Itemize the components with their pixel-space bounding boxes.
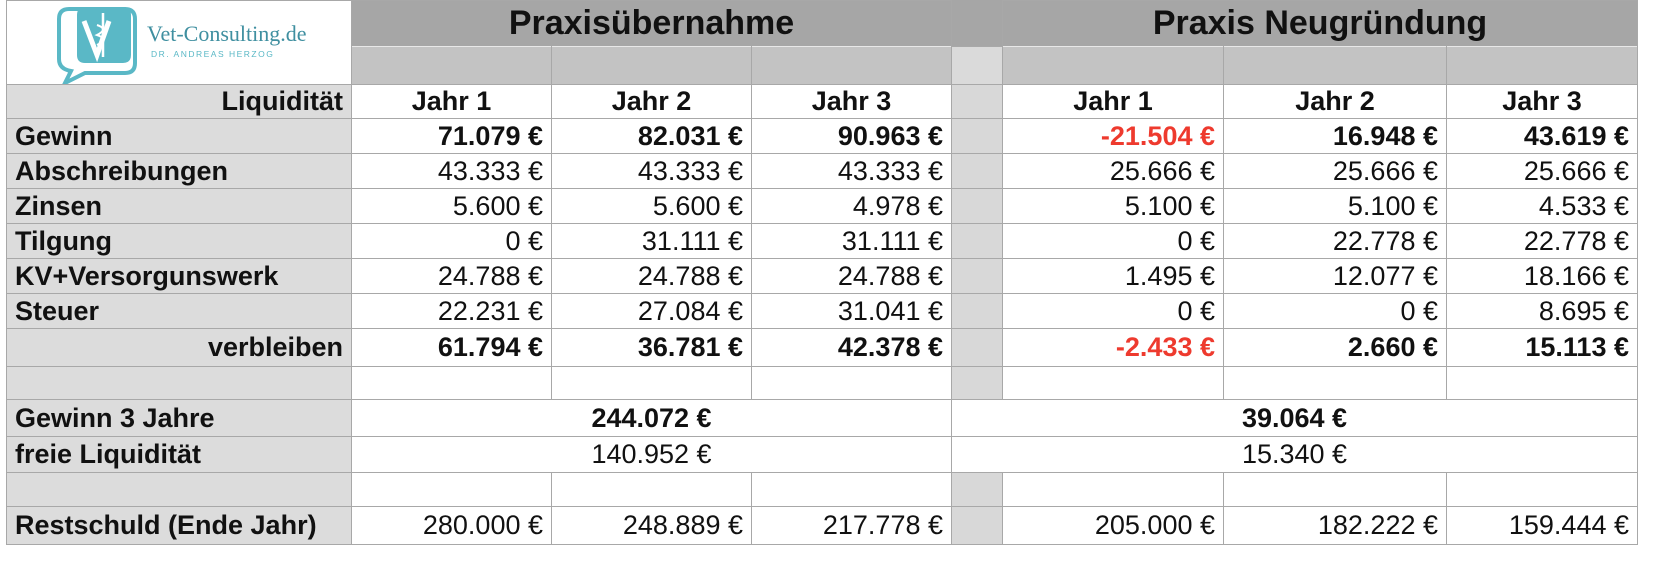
sub-cell <box>352 47 552 85</box>
table-row <box>7 154 1638 189</box>
empty-cell <box>1003 473 1224 507</box>
spacer-cell <box>952 224 1003 259</box>
value-cell: 0 € <box>1003 294 1224 329</box>
value-cell: 18.166 € <box>1447 259 1638 294</box>
logo-subtitle: DR. ANDREAS HERZOG <box>151 49 275 59</box>
value-cell: 43.333 € <box>752 154 952 189</box>
empty-cell <box>352 367 552 400</box>
value-cell: 25.666 € <box>1447 154 1638 189</box>
row-label: Zinsen <box>7 189 352 224</box>
value-cell: 82.031 € <box>552 119 752 154</box>
value-cell: -21.504 € <box>1003 119 1224 154</box>
value-cell: 24.788 € <box>752 259 952 294</box>
value-cell: 8.695 € <box>1447 294 1638 329</box>
summary-value: 140.952 € <box>352 437 952 473</box>
value-cell: 71.079 € <box>352 119 552 154</box>
value-cell: 36.781 € <box>552 329 752 367</box>
logo-title: Vet-Consulting.de <box>147 21 307 46</box>
table-row <box>7 259 1638 294</box>
value-cell: 22.778 € <box>1224 224 1447 259</box>
value-cell: 248.889 € <box>552 507 752 545</box>
value-cell: 0 € <box>352 224 552 259</box>
value-cell: 205.000 € <box>1003 507 1224 545</box>
sub-cell <box>1003 47 1224 85</box>
year-header: Jahr 1 <box>1003 85 1224 119</box>
year-header: Jahr 3 <box>752 85 952 119</box>
table-row <box>7 329 1638 367</box>
spacer-cell <box>952 294 1003 329</box>
empty-cell <box>1447 367 1638 400</box>
empty-cell <box>552 367 752 400</box>
spacer-cell <box>952 154 1003 189</box>
empty-cell <box>552 473 752 507</box>
summary-value: 15.340 € <box>952 437 1638 473</box>
value-cell: 31.111 € <box>752 224 952 259</box>
value-cell: 27.084 € <box>552 294 752 329</box>
empty-cell <box>1224 367 1447 400</box>
value-cell: 159.444 € <box>1447 507 1638 545</box>
value-cell: 42.378 € <box>752 329 952 367</box>
empty-row <box>7 367 1638 400</box>
sub-cell <box>752 47 952 85</box>
row-label: verbleiben <box>7 329 352 367</box>
value-cell: 31.111 € <box>552 224 752 259</box>
table-row <box>7 119 1638 154</box>
spacer-cell <box>952 473 1003 507</box>
liquidity-table <box>6 0 1638 545</box>
spacer-cell <box>952 85 1003 119</box>
row-label: freie Liquidität <box>7 437 352 473</box>
sub-cell <box>552 47 752 85</box>
summary-row <box>7 437 1638 473</box>
value-cell: 2.660 € <box>1224 329 1447 367</box>
value-cell: 5.600 € <box>552 189 752 224</box>
spacer-cell <box>952 119 1003 154</box>
table-row <box>7 189 1638 224</box>
table-row <box>7 224 1638 259</box>
summary-value: 244.072 € <box>352 400 952 437</box>
value-cell: 61.794 € <box>352 329 552 367</box>
row-label: Steuer <box>7 294 352 329</box>
value-cell: 16.948 € <box>1224 119 1447 154</box>
value-cell: 0 € <box>1003 224 1224 259</box>
value-cell: 182.222 € <box>1224 507 1447 545</box>
value-cell: 217.778 € <box>752 507 952 545</box>
value-cell: 4.978 € <box>752 189 952 224</box>
value-cell: 43.333 € <box>352 154 552 189</box>
sub-cell <box>1224 47 1447 85</box>
value-cell: 12.077 € <box>1224 259 1447 294</box>
value-cell: 31.041 € <box>752 294 952 329</box>
summary-row <box>7 400 1638 437</box>
value-cell: 22.778 € <box>1447 224 1638 259</box>
value-cell: 1.495 € <box>1003 259 1224 294</box>
value-cell: 15.113 € <box>1447 329 1638 367</box>
header-spacer <box>952 1 1003 47</box>
year-header: Jahr 2 <box>1224 85 1447 119</box>
spacer-cell <box>952 367 1003 400</box>
empty-row <box>7 473 1638 507</box>
row-label: Gewinn 3 Jahre <box>7 400 352 437</box>
spacer-cell <box>952 507 1003 545</box>
spacer-cell <box>952 47 1003 85</box>
value-cell: 24.788 € <box>552 259 752 294</box>
value-cell: 25.666 € <box>1003 154 1224 189</box>
empty-cell <box>1003 367 1224 400</box>
value-cell: 5.100 € <box>1003 189 1224 224</box>
value-cell: 22.231 € <box>352 294 552 329</box>
liquiditaet-label: Liquidität <box>7 85 352 119</box>
value-cell: 24.788 € <box>352 259 552 294</box>
spacer-cell <box>952 189 1003 224</box>
year-header: Jahr 1 <box>352 85 552 119</box>
year-header: Jahr 2 <box>552 85 752 119</box>
year-header: Jahr 3 <box>1447 85 1638 119</box>
row-label <box>7 473 352 507</box>
header-praxis-neugruendung: Praxis Neugründung <box>1003 1 1638 47</box>
value-cell: -2.433 € <box>1003 329 1224 367</box>
row-label: Tilgung <box>7 224 352 259</box>
empty-cell <box>752 367 952 400</box>
value-cell: 4.533 € <box>1447 189 1638 224</box>
value-cell: 5.600 € <box>352 189 552 224</box>
empty-cell <box>752 473 952 507</box>
table-row <box>7 294 1638 329</box>
empty-cell <box>1447 473 1638 507</box>
value-cell: 280.000 € <box>352 507 552 545</box>
spacer-cell <box>952 329 1003 367</box>
summary-value: 39.064 € <box>952 400 1638 437</box>
value-cell: 90.963 € <box>752 119 952 154</box>
empty-cell <box>1224 473 1447 507</box>
row-label: KV+Versorgunswerk <box>7 259 352 294</box>
row-label: Restschuld (Ende Jahr) <box>7 507 352 545</box>
row-label: Abschreibungen <box>7 154 352 189</box>
empty-cell <box>352 473 552 507</box>
row-label: Gewinn <box>7 119 352 154</box>
value-cell: 43.333 € <box>552 154 752 189</box>
value-cell: 5.100 € <box>1224 189 1447 224</box>
row-label <box>7 367 352 400</box>
value-cell: 43.619 € <box>1447 119 1638 154</box>
table-row <box>7 507 1638 545</box>
spacer-cell <box>952 259 1003 294</box>
sub-cell <box>1447 47 1638 85</box>
header-praxisuebernahme: Praxisübernahme <box>352 1 952 47</box>
logo-cell <box>7 1 352 85</box>
value-cell: 0 € <box>1224 294 1447 329</box>
value-cell: 25.666 € <box>1224 154 1447 189</box>
